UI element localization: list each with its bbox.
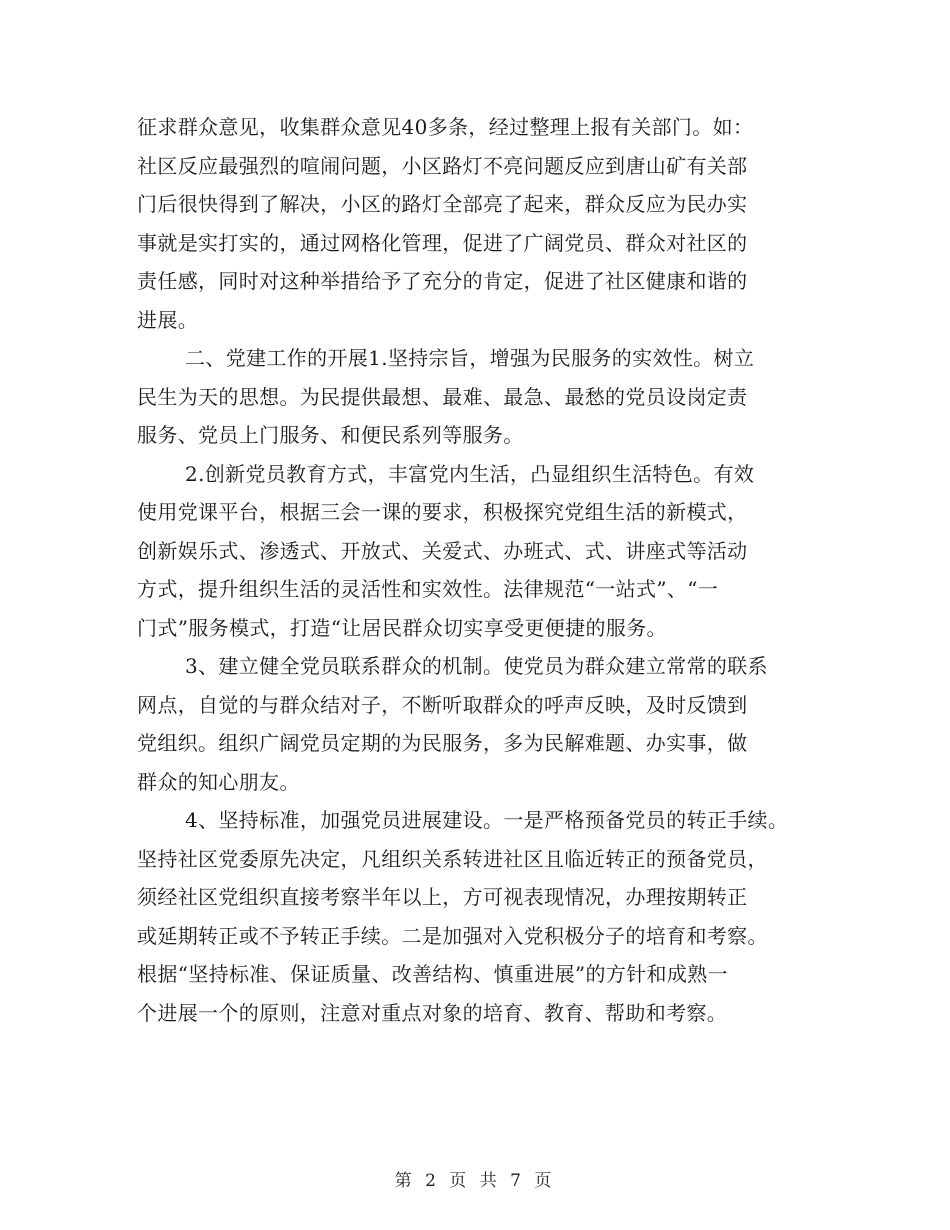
text-line: 党组织。组织广阔党员定期的为民服务，多为民解难题、办实事，做 [137,731,748,755]
text-line: 3、建立健全党员联系群众的机制。使党员为群众建立常常的联系 [185,654,768,678]
paragraph-2 [137,339,837,455]
text-line: 或延期转正或不予转正手续。二是加强对入党积极分子的培育和考察。 [137,923,768,948]
text-line: 门后很快得到了解决，小区的路灯全部亮了起来，群众反应为民办实 [137,192,748,216]
document-body [137,108,837,1032]
text-line: 进展。 [137,307,199,332]
text-line: 2.创新党员教育方式，丰富党内生活，凸显组织生活特色。有效 [185,461,755,486]
text-line: 网点，自觉的与群众结对子，不断听取群众的呼声反映，及时反馈到 [137,692,748,717]
paragraph-4 [137,647,837,801]
text-line: 门式”服务模式，打造“让居民群众切实享受更便捷的服务。 [137,615,667,640]
text-line: 须经社区党组织直接考察半年以上，方可视表现情况，办理按期转正 [137,885,748,909]
text-line: 使用党课平台，根据三会一课的要求，积极探究党组生活的新模式， [137,500,748,524]
text-line: 方式，提升组织生活的灵活性和实效性。法律规范“一站式”、“一 [137,577,719,601]
text-line: 服务、党员上门服务、和便民系列等服务。 [137,423,524,447]
text-line: 创新娱乐式、渗透式、开放式、关爱式、办班式、式、讲座式等活动 [137,538,748,563]
paragraph-3 [137,455,837,648]
text-line: 群众的知心朋友。 [137,769,300,794]
text-line: 个进展一个的原则，注意对重点对象的培育、教育、帮助和考察。 [137,1000,728,1025]
text-line: 4、坚持标准，加强党员进展建设。一是严格预备党员的转正手续。 [185,808,789,832]
text-line: 坚持社区党委原先决定，凡组织关系转进社区且临近转正的预备党员， [137,846,768,871]
page-number-footer: 第 2 页 共 7 页 [394,1171,556,1191]
text-line: 民生为天的思想。为民提供最想、最难、最急、最愁的党员设岗定责 [137,384,748,409]
text-line: 二、党建工作的开展1.坚持宗旨，增强为民服务的实效性。树立 [185,346,755,370]
text-line: 根据“坚持标准、保证质量、改善结构、慎重进展”的方针和成熟一 [137,962,728,986]
text-line: 责任感，同时对这种举措给予了充分的肯定，促进了社区健康和谐的 [137,269,748,293]
text-line: 征求群众意见，收集群众意见40多条，经过整理上报有关部门。如： [137,115,754,139]
paragraph-5 [137,801,837,1032]
text-line: 社区反应最强烈的喧闹问题，小区路灯不亮问题反应到唐山矿有关部 [137,153,748,178]
text-line: 事就是实打实的，通过网格化管理，促进了广阔党员、群众对社区的 [137,230,748,255]
paragraph-1 [137,108,837,339]
